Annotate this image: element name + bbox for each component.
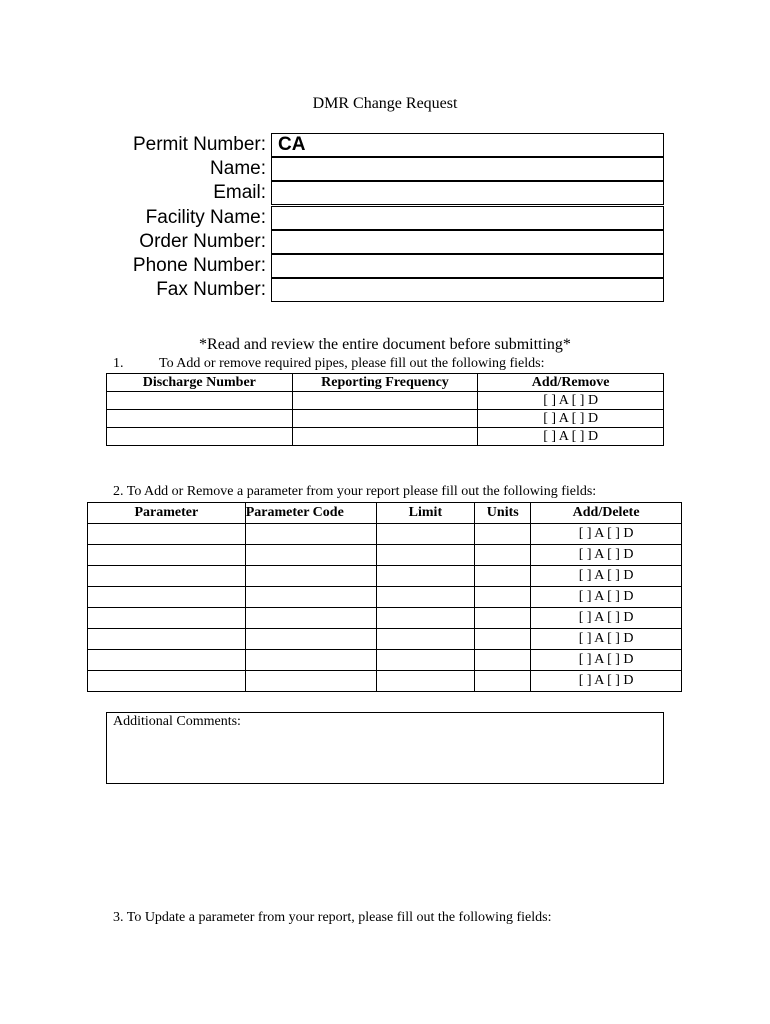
additional-comments-box[interactable] xyxy=(106,712,664,784)
order-number-label: Order Number: xyxy=(139,231,266,252)
additional-comments-label: Additional Comments: xyxy=(113,714,241,729)
permit-number-label: Permit Number: xyxy=(132,134,266,155)
reporting-frequency-cell[interactable] xyxy=(292,410,478,428)
order-number-field[interactable] xyxy=(271,230,664,254)
units-cell[interactable] xyxy=(475,566,531,587)
add-delete-header: Add/Delete xyxy=(531,503,682,524)
units-cell[interactable] xyxy=(475,650,531,671)
table-row xyxy=(88,566,682,587)
table-row xyxy=(88,629,682,650)
add-remove-cell[interactable]: [ ] A [ ] D xyxy=(478,392,664,410)
parameter-header: Parameter xyxy=(88,503,246,524)
add-delete-cell[interactable]: [ ] A [ ] D xyxy=(531,545,682,566)
parameter-code-cell[interactable] xyxy=(245,545,376,566)
facility-name-label: Facility Name: xyxy=(145,207,266,228)
reporting-frequency-cell[interactable] xyxy=(292,392,478,410)
parameter-cell[interactable] xyxy=(88,608,246,629)
limit-cell[interactable] xyxy=(376,629,475,650)
add-remove-cell[interactable]: [ ] A [ ] D xyxy=(478,410,664,428)
reporting-frequency-cell[interactable] xyxy=(292,428,478,446)
email-field[interactable] xyxy=(271,181,664,205)
parameter-code-cell[interactable] xyxy=(245,524,376,545)
parameter-cell[interactable] xyxy=(88,524,246,545)
table-row xyxy=(88,587,682,608)
discharge-number-cell[interactable] xyxy=(107,428,293,446)
add-delete-cell[interactable]: [ ] A [ ] D xyxy=(531,629,682,650)
parameter-code-cell[interactable] xyxy=(245,671,376,692)
pipes-table xyxy=(106,373,664,446)
parameter-code-cell[interactable] xyxy=(245,566,376,587)
limit-cell[interactable] xyxy=(376,545,475,566)
parameters-table xyxy=(87,502,682,692)
parameter-code-cell[interactable] xyxy=(245,608,376,629)
table-row xyxy=(88,545,682,566)
limit-cell[interactable] xyxy=(376,566,475,587)
add-delete-cell[interactable]: [ ] A [ ] D xyxy=(531,650,682,671)
fax-number-label: Fax Number: xyxy=(156,279,266,300)
add-delete-cell[interactable]: [ ] A [ ] D xyxy=(531,587,682,608)
parameter-cell[interactable] xyxy=(88,587,246,608)
table-row xyxy=(88,650,682,671)
limit-cell[interactable] xyxy=(376,524,475,545)
parameter-cell[interactable] xyxy=(88,671,246,692)
units-header: Units xyxy=(475,503,531,524)
name-label: Name: xyxy=(210,158,266,179)
table-row xyxy=(88,671,682,692)
table-header-row xyxy=(107,374,664,392)
limit-cell[interactable] xyxy=(376,587,475,608)
units-cell[interactable] xyxy=(475,587,531,608)
phone-number-label: Phone Number: xyxy=(132,255,266,276)
section3-instructions: 3. To Update a parameter from your report, please fill out the following fields: xyxy=(113,910,552,925)
table-row xyxy=(107,392,664,410)
table-row xyxy=(107,428,664,446)
facility-name-field[interactable] xyxy=(271,206,664,230)
reporting-frequency-header: Reporting Frequency xyxy=(292,374,478,392)
table-row xyxy=(88,608,682,629)
units-cell[interactable] xyxy=(475,671,531,692)
add-delete-cell[interactable]: [ ] A [ ] D xyxy=(531,671,682,692)
units-cell[interactable] xyxy=(475,608,531,629)
fax-number-field[interactable] xyxy=(271,278,664,302)
instructions-text: *Read and review the entire document before submitting* xyxy=(199,336,571,353)
permit-number-field[interactable]: CA xyxy=(271,133,664,157)
parameter-code-header: Parameter Code xyxy=(245,503,376,524)
discharge-number-cell[interactable] xyxy=(107,392,293,410)
units-cell[interactable] xyxy=(475,524,531,545)
parameter-cell[interactable] xyxy=(88,566,246,587)
discharge-number-cell[interactable] xyxy=(107,410,293,428)
email-label: Email: xyxy=(213,182,266,203)
parameter-code-cell[interactable] xyxy=(245,650,376,671)
section1-instructions: To Add or remove required pipes, please fill out the following fields: xyxy=(159,356,545,371)
add-remove-header: Add/Remove xyxy=(478,374,664,392)
parameter-code-cell[interactable] xyxy=(245,587,376,608)
parameter-code-cell[interactable] xyxy=(245,629,376,650)
table-row xyxy=(107,410,664,428)
parameter-cell[interactable] xyxy=(88,650,246,671)
discharge-number-header: Discharge Number xyxy=(107,374,293,392)
limit-cell[interactable] xyxy=(376,671,475,692)
limit-cell[interactable] xyxy=(376,608,475,629)
section1-number: 1. xyxy=(113,356,124,371)
name-field[interactable] xyxy=(271,157,664,181)
phone-number-field[interactable] xyxy=(271,254,664,278)
add-delete-cell[interactable]: [ ] A [ ] D xyxy=(531,608,682,629)
units-cell[interactable] xyxy=(475,545,531,566)
table-header-row xyxy=(88,503,682,524)
add-delete-cell[interactable]: [ ] A [ ] D xyxy=(531,566,682,587)
document-title: DMR Change Request xyxy=(312,95,458,112)
limit-cell[interactable] xyxy=(376,650,475,671)
section2-instructions: 2. To Add or Remove a parameter from your report please fill out the following fields: xyxy=(113,484,597,499)
limit-header: Limit xyxy=(376,503,475,524)
table-row xyxy=(88,524,682,545)
units-cell[interactable] xyxy=(475,629,531,650)
parameter-cell[interactable] xyxy=(88,629,246,650)
add-delete-cell[interactable]: [ ] A [ ] D xyxy=(531,524,682,545)
add-remove-cell[interactable]: [ ] A [ ] D xyxy=(478,428,664,446)
parameter-cell[interactable] xyxy=(88,545,246,566)
